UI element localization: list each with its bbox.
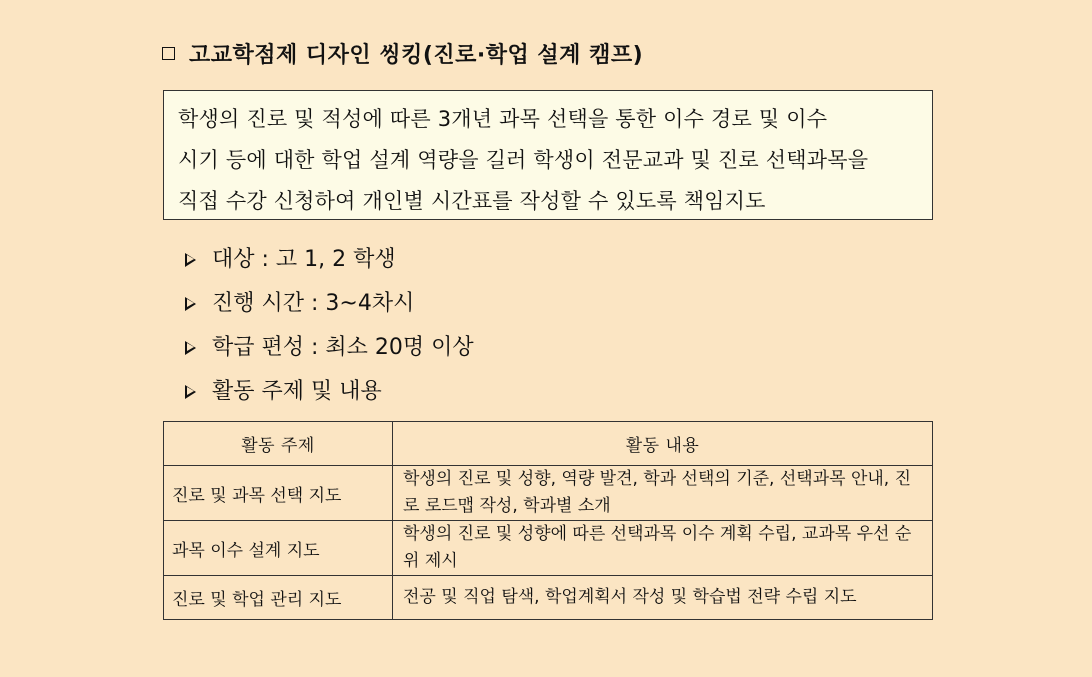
bullet-item-class-size bbox=[185, 326, 474, 370]
triangle-bullet-icon bbox=[185, 297, 196, 311]
bullet-text: 활동 주제 및 내용 bbox=[212, 379, 382, 404]
header-topic: 활동 주제 bbox=[164, 422, 393, 466]
bullet-list bbox=[185, 238, 474, 414]
summary-line: 직접 수강 신청하여 개인별 시간표를 작성할 수 있도록 책임지도 bbox=[178, 189, 766, 213]
activity-table bbox=[163, 421, 933, 620]
bullet-text: 학급 편성 : 최소 20명 이상 bbox=[212, 335, 474, 360]
triangle-bullet-icon bbox=[185, 385, 196, 399]
content-cell: 학생의 진로 및 성향, 역량 발견, 학과 선택의 기준, 선택과목 안내, 진로 로드맵 작성, 학과별 소개 bbox=[393, 466, 933, 521]
content-cell: 학생의 진로 및 성향에 따른 선택과목 이수 계획 수립, 교과목 우선 순위 제시 bbox=[393, 521, 933, 576]
header-content: 활동 내용 bbox=[393, 422, 933, 466]
table-row bbox=[164, 521, 933, 576]
section-title bbox=[162, 38, 643, 69]
triangle-bullet-icon bbox=[185, 341, 196, 355]
section-title-text: 고교학점제 디자인 씽킹(진로·학업 설계 캠프) bbox=[189, 43, 644, 68]
topic-cell: 과목 이수 설계 지도 bbox=[164, 521, 393, 576]
bullet-item-duration bbox=[185, 282, 474, 326]
bullet-item-activities bbox=[185, 370, 474, 414]
table-row bbox=[164, 466, 933, 521]
content-cell: 전공 및 직업 탐색, 학업계획서 작성 및 학습법 전략 수립 지도 bbox=[393, 576, 933, 620]
triangle-bullet-icon bbox=[185, 253, 196, 267]
square-bullet-icon bbox=[162, 47, 175, 60]
topic-cell: 진로 및 학업 관리 지도 bbox=[164, 576, 393, 620]
summary-box bbox=[163, 90, 933, 220]
summary-line: 학생의 진로 및 적성에 따른 3개년 과목 선택을 통한 이수 경로 및 이수 bbox=[178, 107, 828, 131]
topic-cell: 진로 및 과목 선택 지도 bbox=[164, 466, 393, 521]
bullet-text: 진행 시간 : 3~4차시 bbox=[212, 291, 415, 316]
summary-line: 시기 등에 대한 학업 설계 역량을 길러 학생이 전문교과 및 진로 선택과목을 bbox=[178, 148, 869, 172]
bullet-item-target bbox=[185, 238, 474, 282]
bullet-text: 대상 : 고 1, 2 학생 bbox=[212, 247, 396, 272]
table-row bbox=[164, 576, 933, 620]
table-header-row bbox=[164, 422, 933, 466]
